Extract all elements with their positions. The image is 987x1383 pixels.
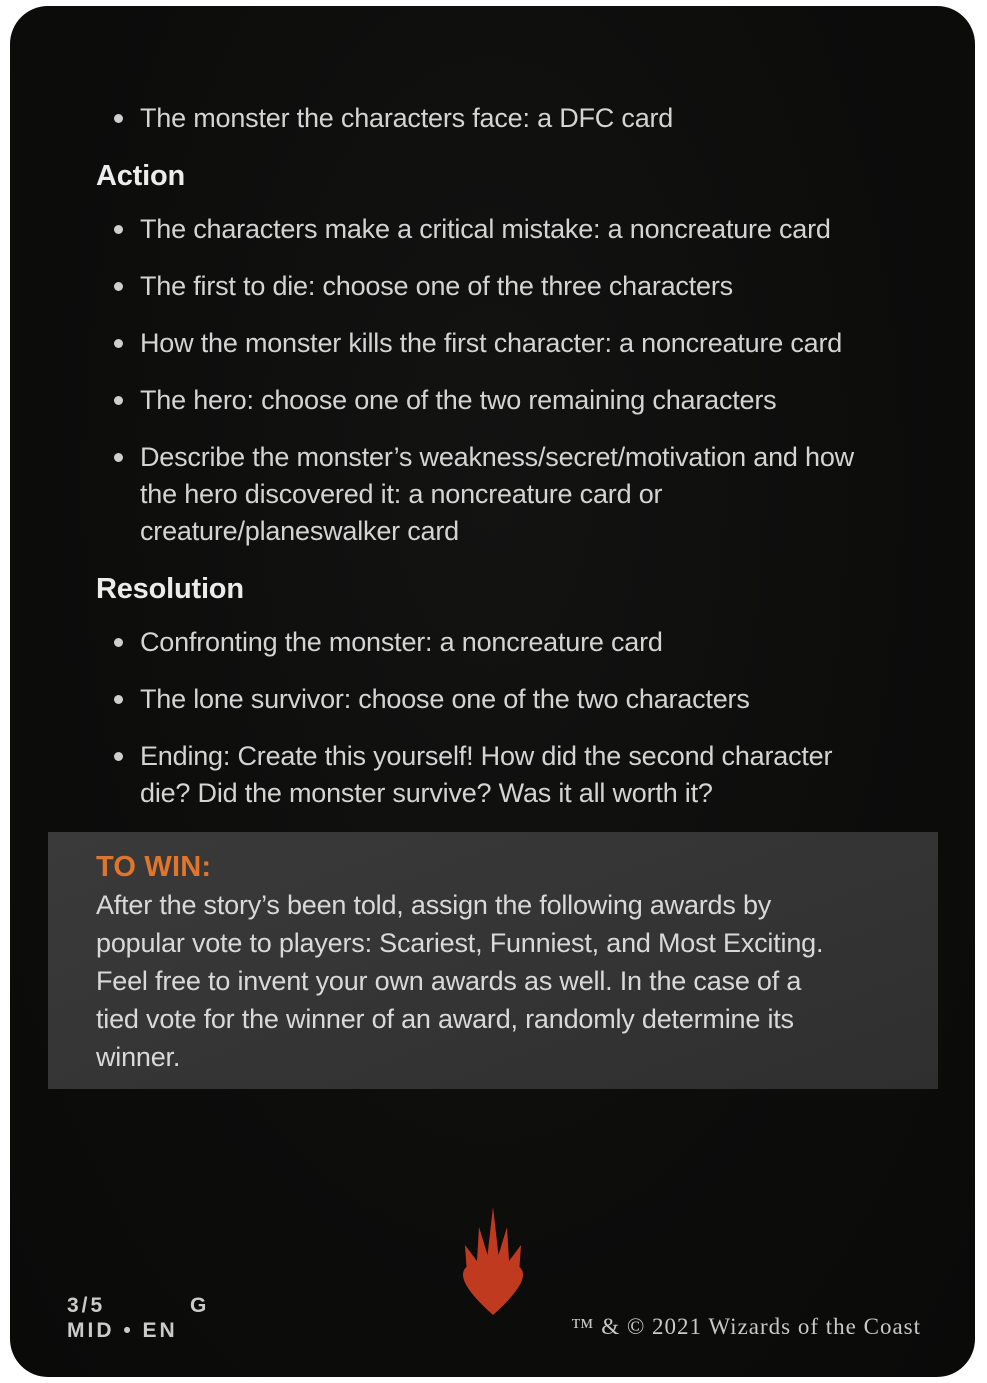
collector-number: 3/5 [67, 1294, 106, 1317]
copyright-line: ™ & © 2021 Wizards of the Coast [570, 1314, 921, 1339]
list-item: How the monster kills the first character: a noncreature card [140, 325, 860, 362]
list-item: The characters make a critical mistake: a noncreature card [140, 211, 860, 248]
list-item: Ending: Create this yourself! How did the second character die? Did the monster survive? Was it all worth it? [140, 738, 860, 812]
list-item: The hero: choose one of the two remaining characters [140, 382, 860, 419]
list-item: Describe the monster’s weakness/secret/motivation and how the hero discovered it: a noncreature card or creature/planeswalker card [140, 439, 860, 550]
mtg-rules-card [10, 6, 975, 1377]
list-item: The first to die: choose one of the three characters [140, 268, 860, 305]
to-win-heading: TO WIN: [96, 851, 212, 883]
list-item: The lone survivor: choose one of the two characters [140, 681, 860, 718]
section-heading-action: Action [96, 160, 186, 192]
rules-text-area [10, 100, 975, 1089]
resolution-bullet-list [140, 624, 860, 812]
list-item: Confronting the monster: a noncreature card [140, 624, 860, 661]
section-heading-resolution: Resolution [96, 573, 244, 605]
set-code: MID • EN [67, 1319, 178, 1342]
to-win-panel [48, 832, 938, 1089]
setup-bullet-list [140, 100, 860, 137]
list-item: The monster the characters face: a DFC card [140, 100, 860, 137]
action-bullet-list [140, 211, 860, 550]
rarity-indicator: G [190, 1294, 210, 1317]
planeswalker-icon [455, 1207, 531, 1317]
to-win-body-text: After the story’s been told, assign the following awards by popular vote to players: Scariest, Funniest, and Most Exciting. Feel free to invent your own awards as well. In the case of a tied vote for the winner of an award, randomly determine its winner. [96, 890, 824, 1072]
